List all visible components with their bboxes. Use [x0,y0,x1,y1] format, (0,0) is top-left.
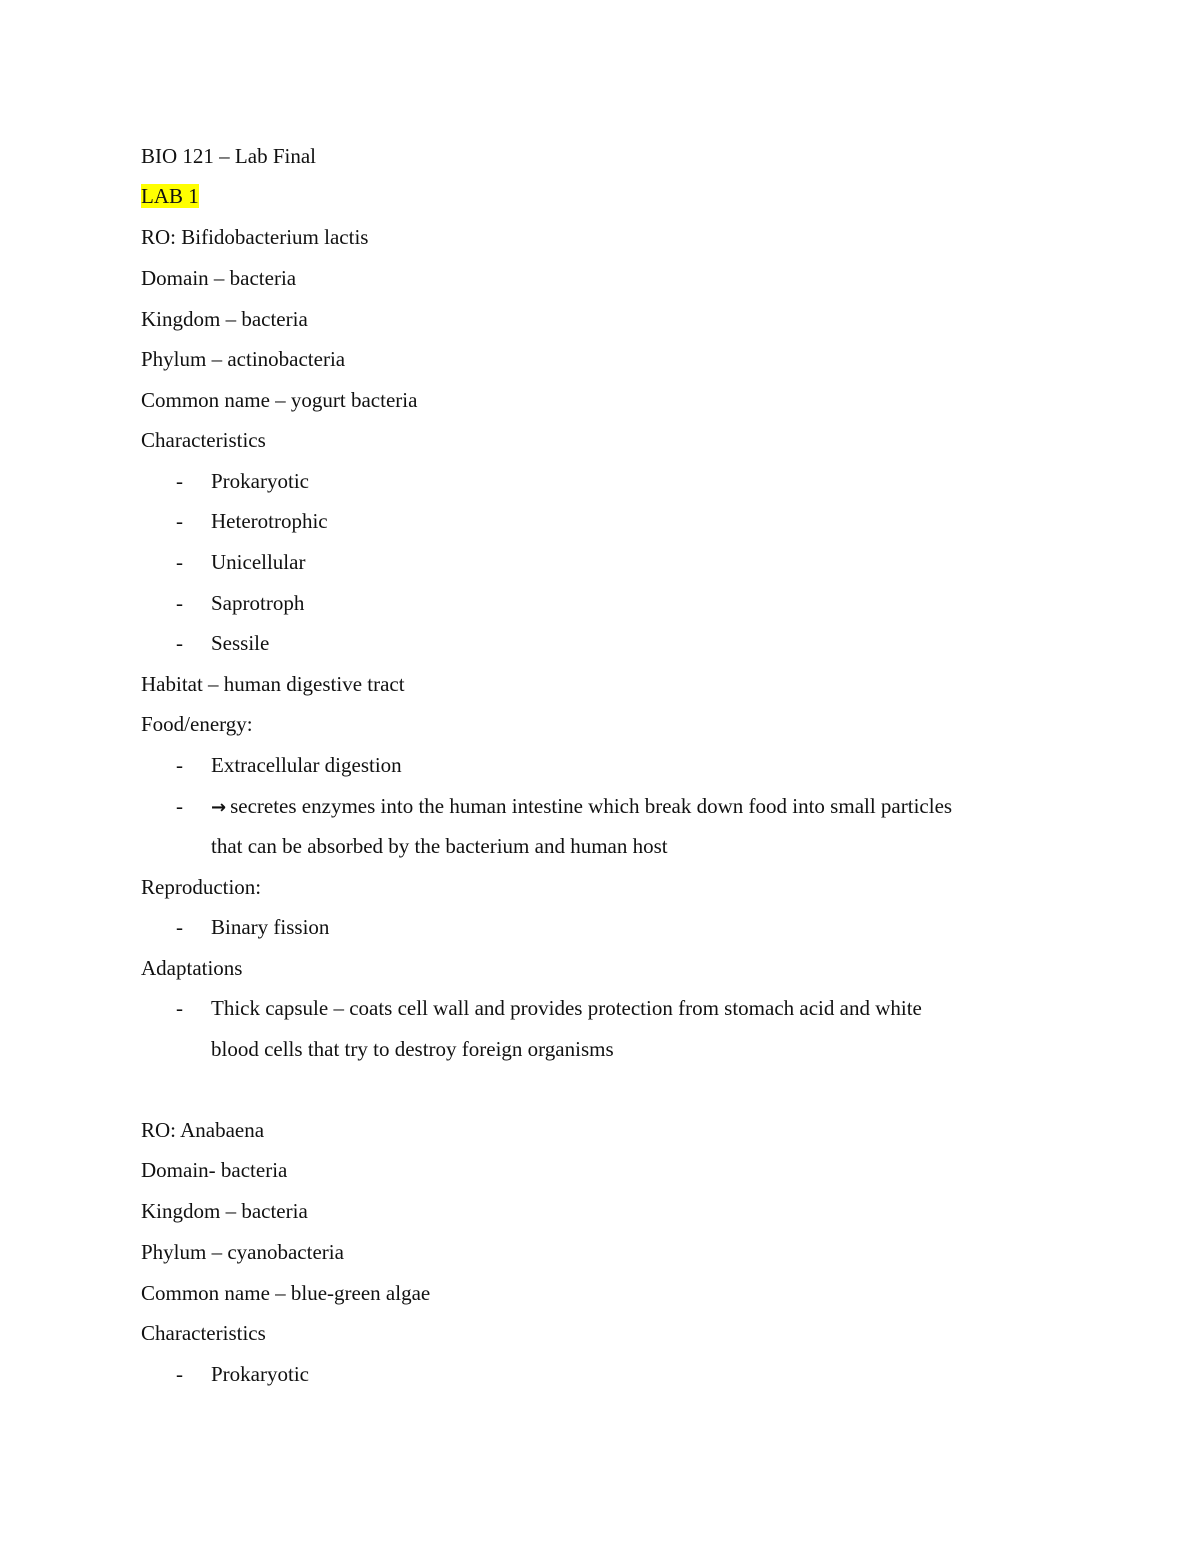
organism1-adaptation-item: Thick capsule – coats cell wall and provides protection from stomach acid and white [211,996,922,1020]
arrow-right-icon: → [211,797,227,818]
organism1-food-item [211,792,952,822]
organism1-habitat: Habitat – human digestive tract [141,672,405,696]
bullet-dash: - [176,753,183,777]
section-heading-highlight: LAB 1 [141,184,199,208]
organism2-characteristic-item: Prokaryotic [211,1362,309,1386]
organism1-characteristic-item: Saprotroph [211,591,305,615]
section-heading [141,182,199,210]
organism1-reproduction-item: Binary fission [211,915,330,939]
bullet-dash: - [176,591,183,615]
organism1-characteristic-item: Sessile [211,631,270,655]
organism2-domain: Domain- bacteria [141,1158,288,1182]
organism1-reproduction-heading: Reproduction: [141,875,262,899]
organism1-kingdom: Kingdom – bacteria [141,307,308,331]
bullet-dash: - [176,469,183,493]
organism2-characteristics-heading: Characteristics [141,1321,266,1345]
organism1-adaptation-continuation: blood cells that try to destroy foreign organisms [211,1037,614,1061]
organism1-characteristic-item: Heterotrophic [211,509,328,533]
bullet-dash: - [176,1362,183,1386]
organism1-characteristic-item: Prokaryotic [211,469,309,493]
organism2-phylum: Phylum – cyanobacteria [141,1240,344,1264]
bullet-dash: - [176,631,183,655]
organism1-domain: Domain – bacteria [141,266,297,290]
organism1-ro: RO: Bifidobacterium lactis [141,225,369,249]
organism1-phylum: Phylum – actinobacteria [141,347,346,371]
bullet-dash: - [176,550,183,574]
organism1-food-heading: Food/energy: [141,712,253,736]
organism1-adaptations-heading: Adaptations [141,956,243,980]
organism2-kingdom: Kingdom – bacteria [141,1199,308,1223]
organism2-ro: RO: Anabaena [141,1118,265,1142]
bullet-dash: - [176,794,183,818]
organism2-common-name: Common name – blue-green algae [141,1281,431,1305]
organism1-characteristics-heading: Characteristics [141,428,266,452]
organism1-food-item-continuation: that can be absorbed by the bacterium and human host [211,834,668,858]
document-title: BIO 121 – Lab Final [141,144,316,168]
bullet-dash: - [176,915,183,939]
organism1-common-name: Common name – yogurt bacteria [141,388,418,412]
bullet-dash: - [176,996,183,1020]
organism1-characteristic-item: Unicellular [211,550,306,574]
bullet-dash: - [176,509,183,533]
organism1-food-item: Extracellular digestion [211,753,402,777]
organism1-food-item-text: secretes enzymes into the human intestine which break down food into small particles [230,794,953,818]
